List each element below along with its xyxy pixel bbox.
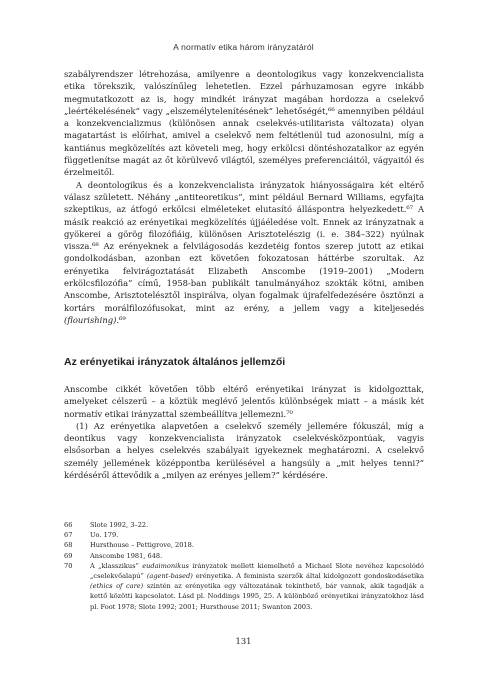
flourishing-term: (flourishing). xyxy=(64,314,120,325)
footnote-text: Hursthouse – Pettigrove, 2018. xyxy=(90,541,194,550)
footnote-text: Slote 1992, 3–22. xyxy=(90,521,149,529)
footnote-number: 68 xyxy=(64,541,73,550)
paragraph-text: A deontologikus és a konzekvencialista irányzatok hiányosságaira két eltérő válasz született. Néhány „antiteoretikus”, mint például Bernard Williams, egyfajta szkeptikus, az átfogó erkölcsi elméleteket elutasító álláspontra helyezkedett.⁶⁷ A másik reakció az erényetikai megközelítés újjáéledése volt. Ennek az irányzatnak a gyökerei a görög filozófiáig, különösen Arisztotelészig (i. e. 384–322) nyúlnak vissza.⁶⁸ Az erényeknek a felvilágosodás kezdetéig fontos szerep jutott az etikai gondolkodásban, azonban ezt követően fokozatosan háttérbe szorultak. Az erényetika felvirágoztatását Elizabeth Anscombe (1919–2001) „Modern erkölcsfilozófia” című, 1958-ban publikált tanulmányához szokták kötni, amiben Anscombe, Arisztotelésztől inspirálva, olyan fogalmak újrafelfedezésére ösztönzi a kortárs morálfilozófusokat, mint az erény, a jellem vagy a kiteljesedés xyxy=(64,179,424,313)
footnote-part: erényetika. A feminista szerzők által kidolgozott gondoskodásetika xyxy=(195,572,424,581)
footnote-term: (agent-based) xyxy=(146,572,193,581)
paragraph: szabályrendszer létrehozása, amilyenre a deontologikus vagy konzekvencialista etika törekszik, valószínűleg lehetetlen. Ezzel párhuzamosan egyre inkább megmutatkozott az is, hogy mindkét irányzat magában hordozza a cselekvő „leértékelésének” vagy „elszemélytelenítésének” lehetőségét,⁶⁶ amennyiben például a konzekvencializmus (különösen annak cselekvés-utilitarista változata) olyan magatartást is előírhat, amivel a cselekvő nem feltétlenül tud azonosulni, míg a kantiánus megközelítés azt követeli meg, hogy erkölcsi döntéshozatalkor az egyén függetlenítse magát az őt körülvevő világtól, személyes preferenciáitól, vágyaitól és érzelmeitől. xyxy=(64,69,424,178)
footnote-part: irányzatok mellett kiemelhető a Michael Slote nevéhez kapcsolódó „cselekvőalapú” xyxy=(90,561,424,581)
page-number: 131 xyxy=(235,636,252,646)
footnote-number: 67 xyxy=(64,531,73,540)
running-head: A normatív etika három irányzatáról xyxy=(173,42,314,52)
section-text xyxy=(64,383,424,481)
footnote-text xyxy=(90,561,424,612)
footnote xyxy=(64,540,424,550)
footnote-ref: ⁶⁹ xyxy=(119,314,126,325)
footnote-number: 69 xyxy=(64,551,73,560)
footnote-text: Uo. 179. xyxy=(90,531,119,540)
footnote-term: (ethics of care) xyxy=(90,582,144,591)
footnote xyxy=(64,561,424,612)
footnote-text: Anscombe 1981, 648. xyxy=(90,551,163,560)
footnote xyxy=(64,551,424,561)
footnote-part: A „klasszikus” xyxy=(90,561,139,570)
footnote-number: 70 xyxy=(64,561,73,570)
footnotes xyxy=(64,520,424,612)
paragraph: (1) Az erényetika alapvetően a cselekvő személy jellemére fókuszál, míg a deontikus vagy konzekvencialista irányzatok cselekvésközpontúak, vagyis elsősorban a helyes cselekvés szabályait igyekeznek meghatározni. A cselekvő személy jellemének középpontba kerülésével a hangsúly a „mit helyes tenni?” kérdéséről áttevődik a „milyen az erényes jellem?” kérdésére. xyxy=(64,420,424,481)
paragraph: Anscombe cikkét követően több eltérő erényetikai irányzat is kidolgozttak, amelyeket célszerű – a köztük meglévő jelentős különbségek miatt – a másik két normatív etikai irányzattal szembeállítva jellemezni.⁷⁰ xyxy=(64,384,424,419)
footnote xyxy=(64,530,424,540)
section-heading: Az erényetikai irányzatok általános jellemzői xyxy=(64,356,286,368)
paragraph xyxy=(64,179,424,327)
footnote-part: szintén az erényetika egy változatának tekinthető, bár vannak, akik tagadják a kettő közötti kapcsolatot. Lásd pl. Noddings 1995, 25. A különböző erényetikai irányzatokhoz lásd pl. Foot 1978; Slote 1992; 2001; Hursthouse 2011; Swanton 2003. xyxy=(90,582,424,611)
footnote xyxy=(64,520,424,530)
footnote-number: 66 xyxy=(64,521,73,529)
footnote-term: eudaimonikus xyxy=(142,561,189,570)
intro-text xyxy=(64,68,424,326)
